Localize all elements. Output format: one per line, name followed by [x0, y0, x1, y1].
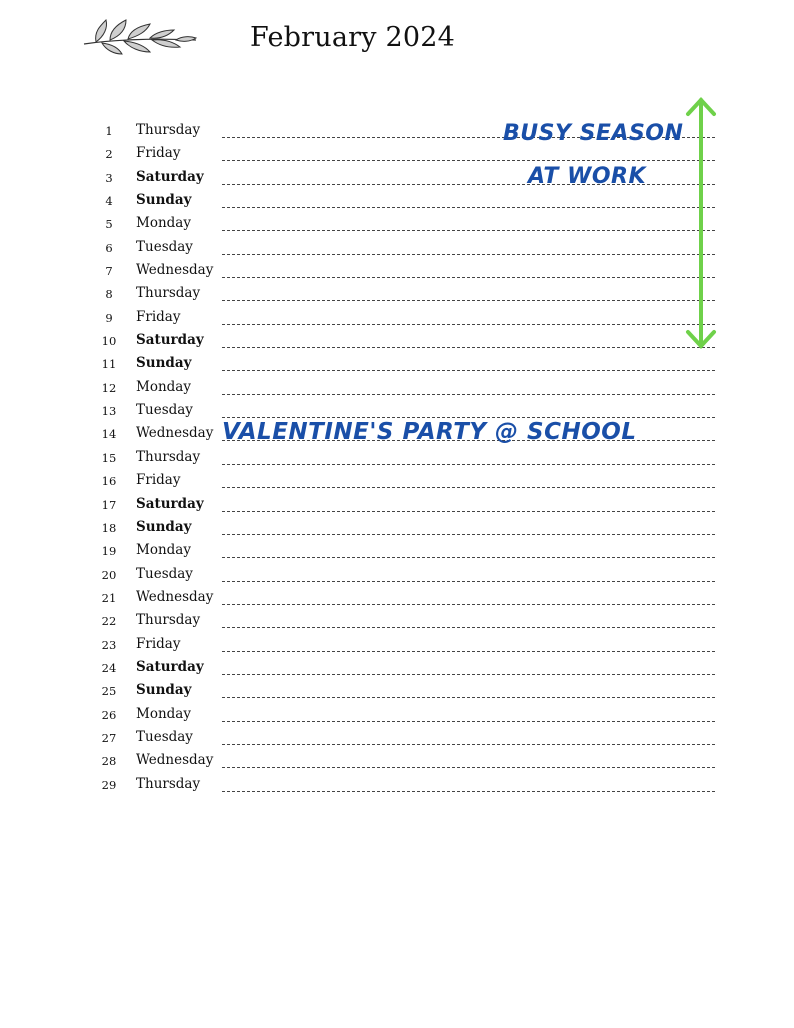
day-name: Wednesday — [136, 752, 214, 769]
day-row — [0, 516, 794, 539]
day-number: 5 — [105, 217, 113, 232]
writing-line[interactable] — [222, 721, 715, 722]
writing-line[interactable] — [222, 697, 715, 698]
day-row — [0, 236, 794, 259]
day-name: Monday — [136, 542, 191, 559]
writing-line[interactable] — [222, 464, 715, 465]
double-headed-arrow-icon — [684, 94, 718, 354]
day-name: Wednesday — [136, 262, 214, 279]
day-name: Friday — [136, 635, 181, 652]
day-number: 9 — [105, 310, 113, 325]
day-number: 15 — [101, 450, 117, 465]
day-number: 24 — [101, 660, 117, 675]
note-at-work: AT WORK — [528, 164, 647, 189]
day-number: 28 — [101, 754, 117, 769]
day-row — [0, 306, 794, 329]
day-name: Wednesday — [136, 425, 214, 442]
note-busy-season: BUSY SEASON — [503, 121, 684, 146]
writing-line[interactable] — [222, 651, 715, 652]
day-row — [0, 469, 794, 492]
day-row — [0, 376, 794, 399]
day-row — [0, 703, 794, 726]
day-name: Thursday — [136, 448, 201, 465]
day-name: Sunday — [136, 518, 192, 535]
writing-line[interactable] — [222, 254, 715, 255]
day-row — [0, 609, 794, 632]
day-name: Friday — [136, 308, 181, 325]
day-number: 1 — [105, 124, 113, 138]
writing-line[interactable] — [222, 277, 715, 278]
writing-line[interactable] — [222, 417, 715, 418]
day-row — [0, 563, 794, 586]
day-row — [0, 493, 794, 516]
writing-line[interactable] — [222, 394, 715, 395]
day-number: 7 — [105, 264, 113, 279]
day-name: Thursday — [136, 775, 201, 792]
day-row — [0, 633, 794, 656]
writing-line[interactable] — [222, 744, 715, 745]
writing-line[interactable] — [222, 604, 715, 605]
day-name: Friday — [136, 472, 181, 489]
day-number: 12 — [101, 380, 117, 395]
writing-line[interactable] — [222, 230, 715, 231]
writing-line[interactable] — [222, 674, 715, 675]
day-number: 19 — [101, 544, 117, 559]
day-number: 8 — [105, 287, 113, 302]
day-number: 23 — [101, 637, 117, 652]
day-number: 20 — [101, 567, 117, 582]
day-number: 29 — [101, 777, 117, 792]
day-name: Monday — [136, 378, 191, 395]
writing-line[interactable] — [222, 207, 715, 208]
day-name: Saturday — [136, 168, 204, 185]
writing-line[interactable] — [222, 534, 715, 535]
day-list — [0, 119, 794, 796]
day-number: 27 — [101, 730, 117, 745]
day-number: 10 — [101, 334, 117, 349]
writing-line[interactable] — [222, 324, 715, 325]
day-row — [0, 282, 794, 305]
day-name: Tuesday — [136, 565, 193, 582]
writing-line[interactable] — [222, 581, 715, 582]
day-number: 18 — [101, 520, 117, 535]
day-number: 14 — [101, 427, 117, 442]
day-name: Tuesday — [136, 402, 193, 419]
day-name: Thursday — [136, 285, 201, 302]
day-row — [0, 679, 794, 702]
day-number: 21 — [101, 590, 117, 605]
day-name: Monday — [136, 215, 191, 232]
leaf-sprig-icon — [80, 14, 200, 64]
writing-line[interactable] — [222, 370, 715, 371]
day-number: 16 — [101, 474, 117, 489]
day-row — [0, 446, 794, 469]
day-name: Sunday — [136, 192, 192, 209]
day-name: Saturday — [136, 658, 204, 675]
day-row — [0, 166, 794, 189]
writing-line[interactable] — [222, 511, 715, 512]
day-number: 3 — [105, 170, 113, 185]
day-number: 4 — [105, 194, 113, 209]
day-number: 13 — [101, 404, 117, 419]
day-name: Tuesday — [136, 238, 193, 255]
day-name: Monday — [136, 705, 191, 722]
day-number: 6 — [105, 240, 113, 255]
day-row — [0, 726, 794, 749]
note-valentines-party: VALENTINE'S PARTY @ SCHOOL — [222, 419, 637, 445]
day-row — [0, 749, 794, 772]
day-name: Sunday — [136, 355, 192, 372]
day-name: Thursday — [136, 122, 201, 138]
day-name: Tuesday — [136, 728, 193, 745]
day-number: 17 — [101, 497, 117, 512]
writing-line[interactable] — [222, 300, 715, 301]
day-name: Friday — [136, 145, 181, 162]
day-row — [0, 586, 794, 609]
day-number: 2 — [105, 147, 113, 162]
day-name: Saturday — [136, 495, 204, 512]
writing-line[interactable] — [222, 767, 715, 768]
day-number: 25 — [101, 684, 117, 699]
day-row — [0, 212, 794, 235]
day-row — [0, 773, 794, 796]
day-row — [0, 352, 794, 375]
day-row — [0, 539, 794, 562]
writing-line[interactable] — [222, 487, 715, 488]
day-number: 11 — [101, 357, 117, 372]
writing-line[interactable] — [222, 557, 715, 558]
day-name: Saturday — [136, 332, 204, 349]
writing-line[interactable] — [222, 347, 715, 348]
page-title: February 2024 — [250, 22, 455, 53]
day-number: 26 — [101, 707, 117, 722]
day-number: 22 — [101, 614, 117, 629]
writing-line[interactable] — [222, 627, 715, 628]
day-name: Thursday — [136, 612, 201, 629]
day-row — [0, 259, 794, 282]
day-row — [0, 656, 794, 679]
writing-line[interactable] — [222, 791, 715, 792]
day-name: Wednesday — [136, 588, 214, 605]
day-name: Sunday — [136, 682, 192, 699]
writing-line[interactable] — [222, 160, 715, 161]
day-row — [0, 329, 794, 352]
day-row — [0, 189, 794, 212]
